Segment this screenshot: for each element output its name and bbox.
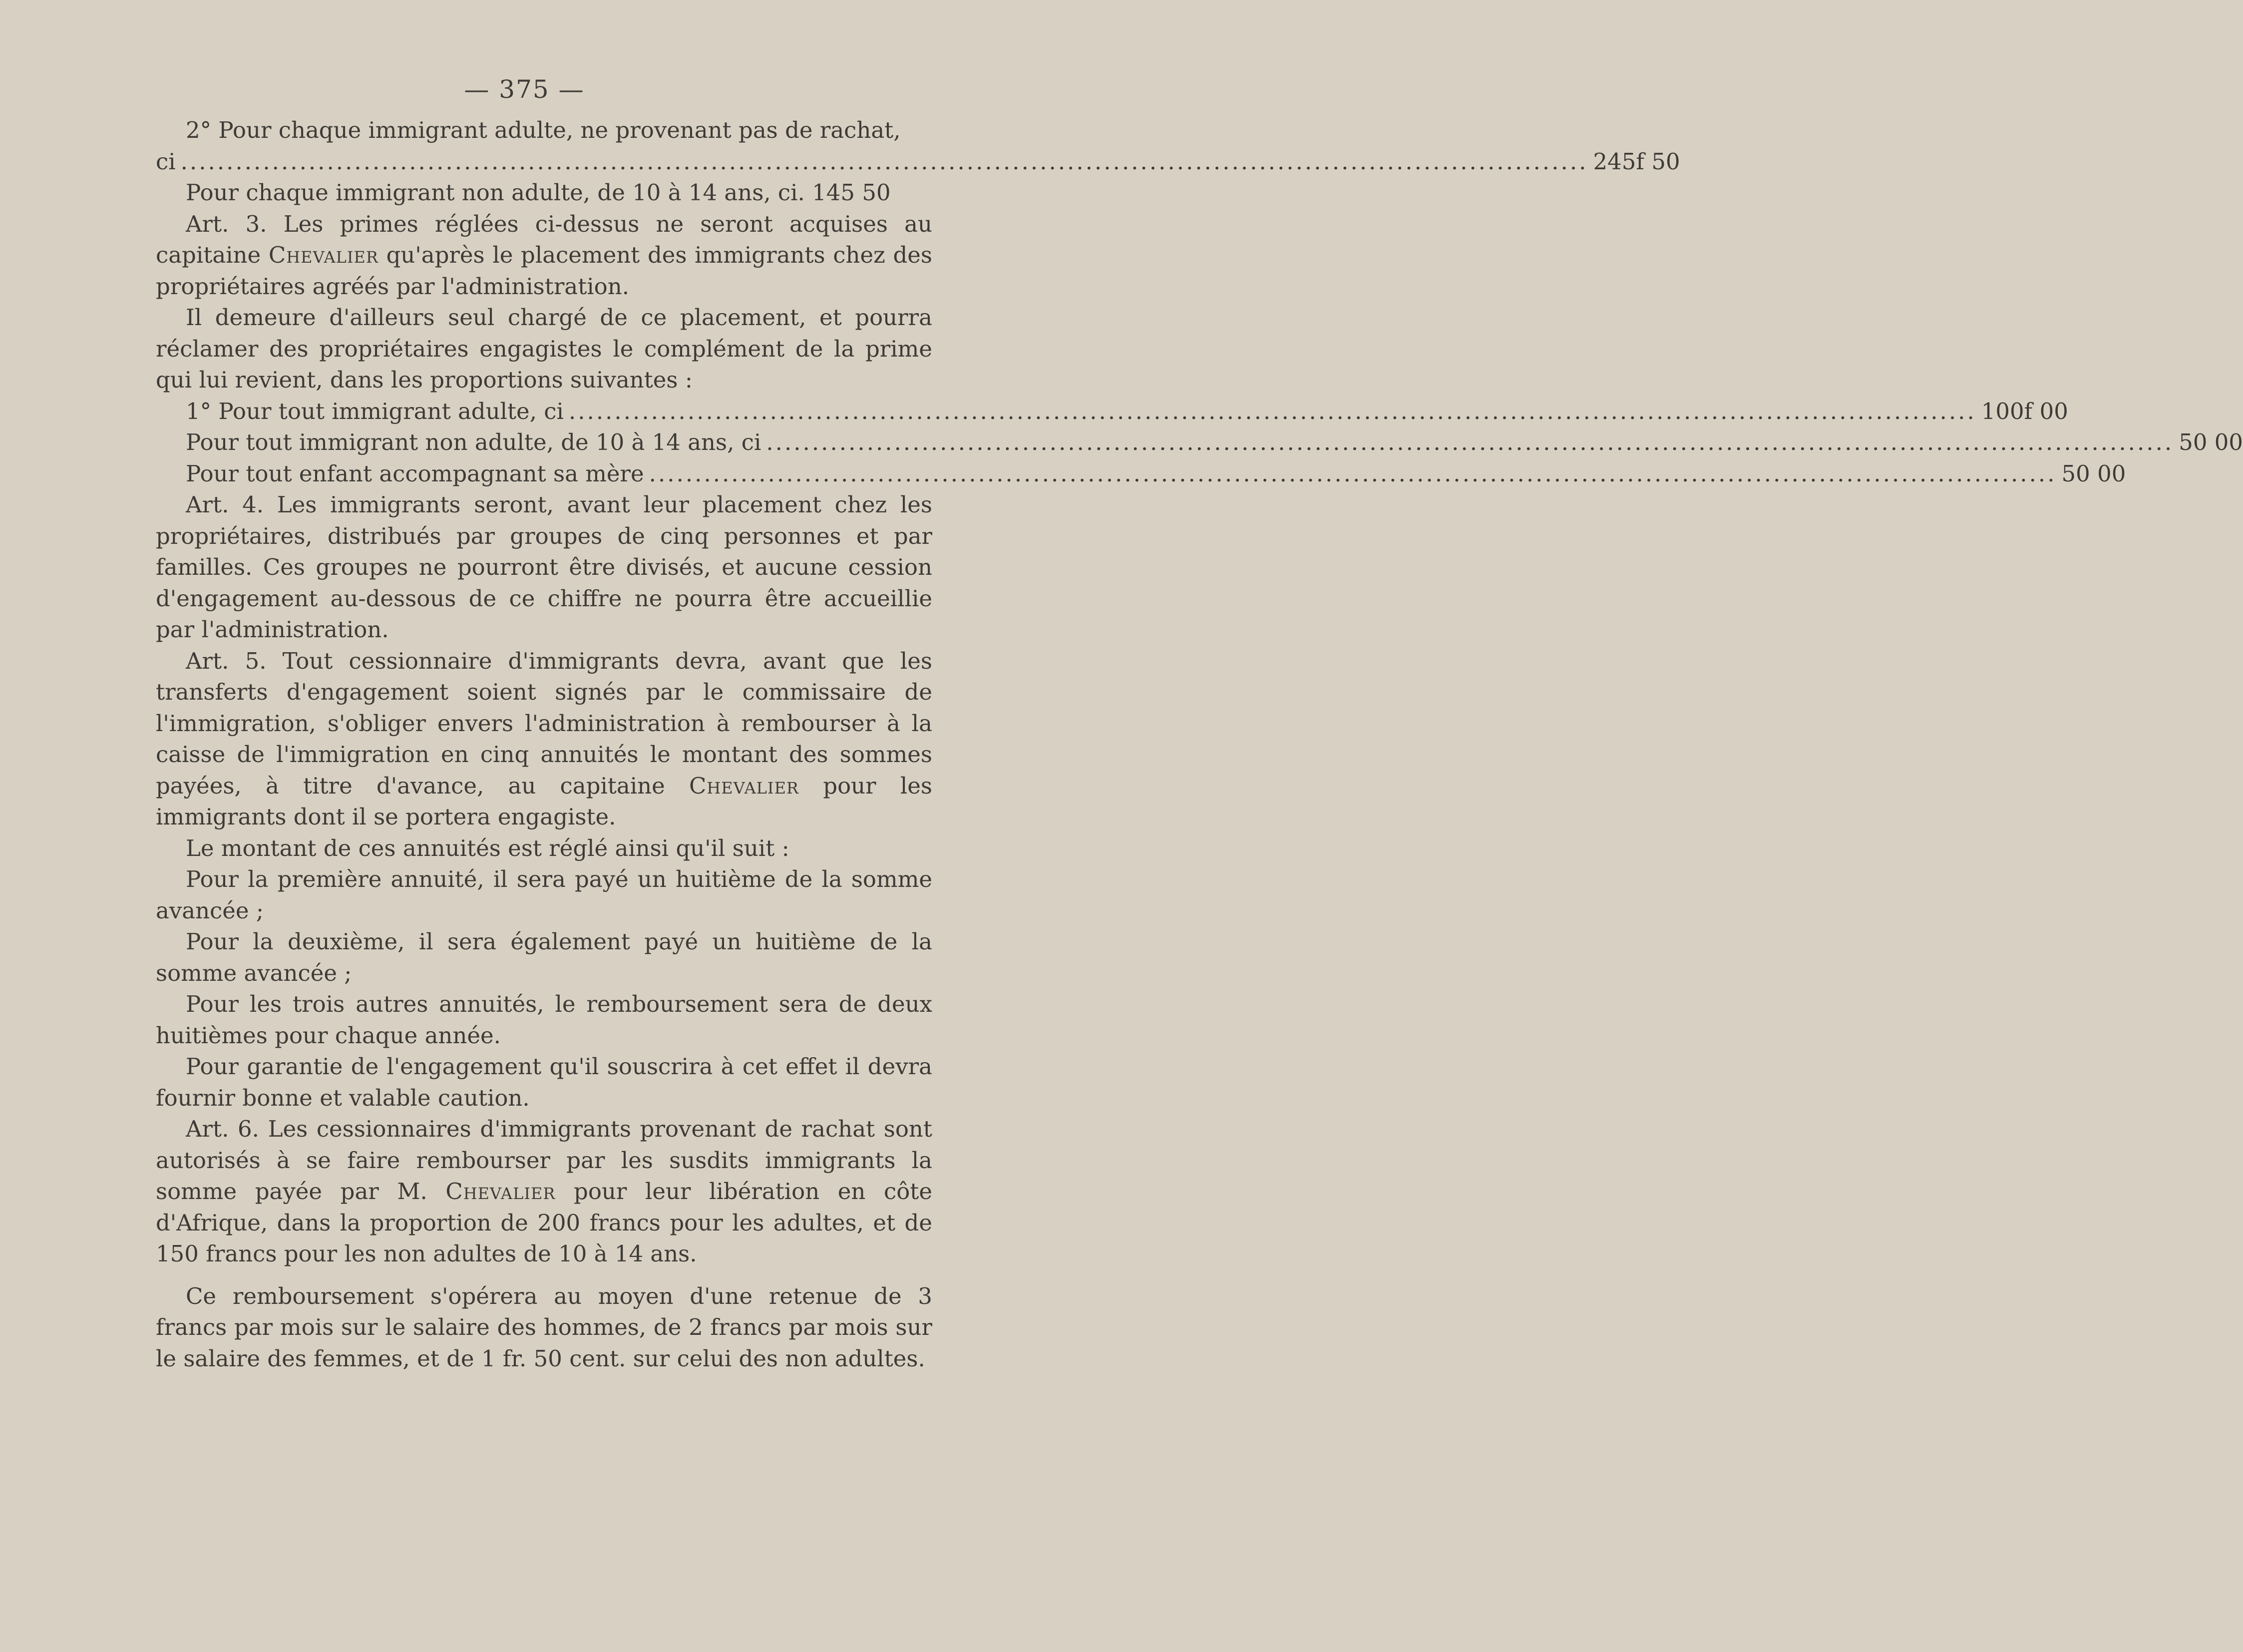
page-body bbox=[156, 115, 2243, 1374]
name-chevalier: Chevalier bbox=[268, 242, 378, 268]
article-5-label: Art. 5. bbox=[186, 647, 267, 674]
article-5: Art. 5. Tout cessionnaire d'immigrants devra, avant que les transferts d'engagement soient signés par le commissaire de l'immigration, s'obliger envers l'administration à rembourser à la caisse de l'immigration en cinq annuités le montant des sommes payées, à titre d'avance, au capitaine Chevalier pour les immigrants dont il se portera engagiste. bbox=[156, 647, 932, 830]
annuity-paragraph: Le montant de ces annuités est réglé ainsi qu'il suit : bbox=[186, 834, 789, 861]
dot-leader: .......................................................................................................................................................... bbox=[649, 460, 2057, 487]
item2-intro: 2° Pour chaque immigrant adulte, ne provenant pas de rachat, bbox=[186, 117, 901, 143]
item2-amount: 245f 50 bbox=[1593, 148, 1680, 175]
tariff-row: 1° Pour tout immigrant adulte, ci .......................................................................................................................................................... 100f 00 bbox=[156, 396, 932, 427]
tariff-row: Pour tout immigrant non adulte, de 10 à 14 ans, ci .......................................................................................................................................................... 50 00 bbox=[156, 427, 932, 458]
dot-leader: .......................................................................................................................................................... bbox=[568, 398, 1976, 424]
article-4: Art. 4. Les immigrants seront, avant leur placement chez les propriétaires, distribués par groupes de cinq personnes et par familles. Ces groupes ne pourront être divisés, et aucune cession d'engagement au-dessous de ce chiffre ne pourra être accueillie par l'administration. bbox=[156, 491, 932, 643]
tariff-row: Pour tout enfant accompagnant sa mère .......................................................................................................................................................... 50 00 bbox=[156, 458, 932, 490]
article-3-label: Art. 3. bbox=[186, 210, 267, 237]
annuity-paragraph: Pour la deuxième, il sera également payé un huitième de la somme avancée ; bbox=[156, 928, 932, 986]
article-3-continuation: Il demeure d'ailleurs seul chargé de ce placement, et pourra réclamer des propriétaires engagistes le complément de la prime qui lui revient, dans les proportions suivantes : bbox=[156, 304, 932, 393]
name-chevalier: Chevalier bbox=[445, 1178, 556, 1205]
dot-leader: .......................................................................................................................................................... bbox=[180, 148, 1588, 175]
dot-leader: .......................................................................................................................................................... bbox=[766, 429, 2174, 455]
item2-ci-label: ci bbox=[156, 148, 176, 175]
annuity-paragraph: Pour la première annuité, il sera payé un huitième de la somme avancée ; bbox=[156, 866, 932, 924]
article-6-label: Art. 6. bbox=[186, 1116, 259, 1142]
name-chevalier: Chevalier bbox=[689, 772, 799, 799]
page-number: — 375 — bbox=[464, 75, 585, 104]
article-6: Art. 6. Les cessionnaires d'immigrants provenant de rachat sont autorisés à se faire rembourser par les susdits immigrants la somme payée par M. Chevalier pour leur libération en côte d'Afrique, dans la proportion de 200 francs pour les adultes, et de 150 francs pour les non adultes de 10 à 14 ans. bbox=[156, 1116, 932, 1267]
annuity-paragraph: Pour garantie de l'engagement qu'il souscrira à cet effet il devra fournir bonne et valable caution. bbox=[156, 1053, 932, 1111]
annuity-paragraph: Pour les trois autres annuités, le remboursement sera de deux huitièmes pour chaque année. bbox=[156, 991, 932, 1049]
final-paragraph: Ce remboursement s'opérera au moyen d'une retenue de 3 francs par mois sur le salaire des hommes, de 2 francs par mois sur le salaire des femmes, et de 1 fr. 50 cent. sur celui des non adultes. bbox=[156, 1282, 932, 1372]
item2-ci-row bbox=[156, 146, 1680, 178]
article-4-label: Art. 4. bbox=[186, 491, 264, 518]
article-3: Art. 3. Les primes réglées ci-dessus ne seront acquises au capitaine Chevalier qu'après le placement des immigrants chez des propriétaires agréés par l'administration. bbox=[156, 210, 932, 300]
item2-nonadult: Pour chaque immigrant non adulte, de 10 à 14 ans, ci. 145 50 bbox=[186, 179, 891, 206]
